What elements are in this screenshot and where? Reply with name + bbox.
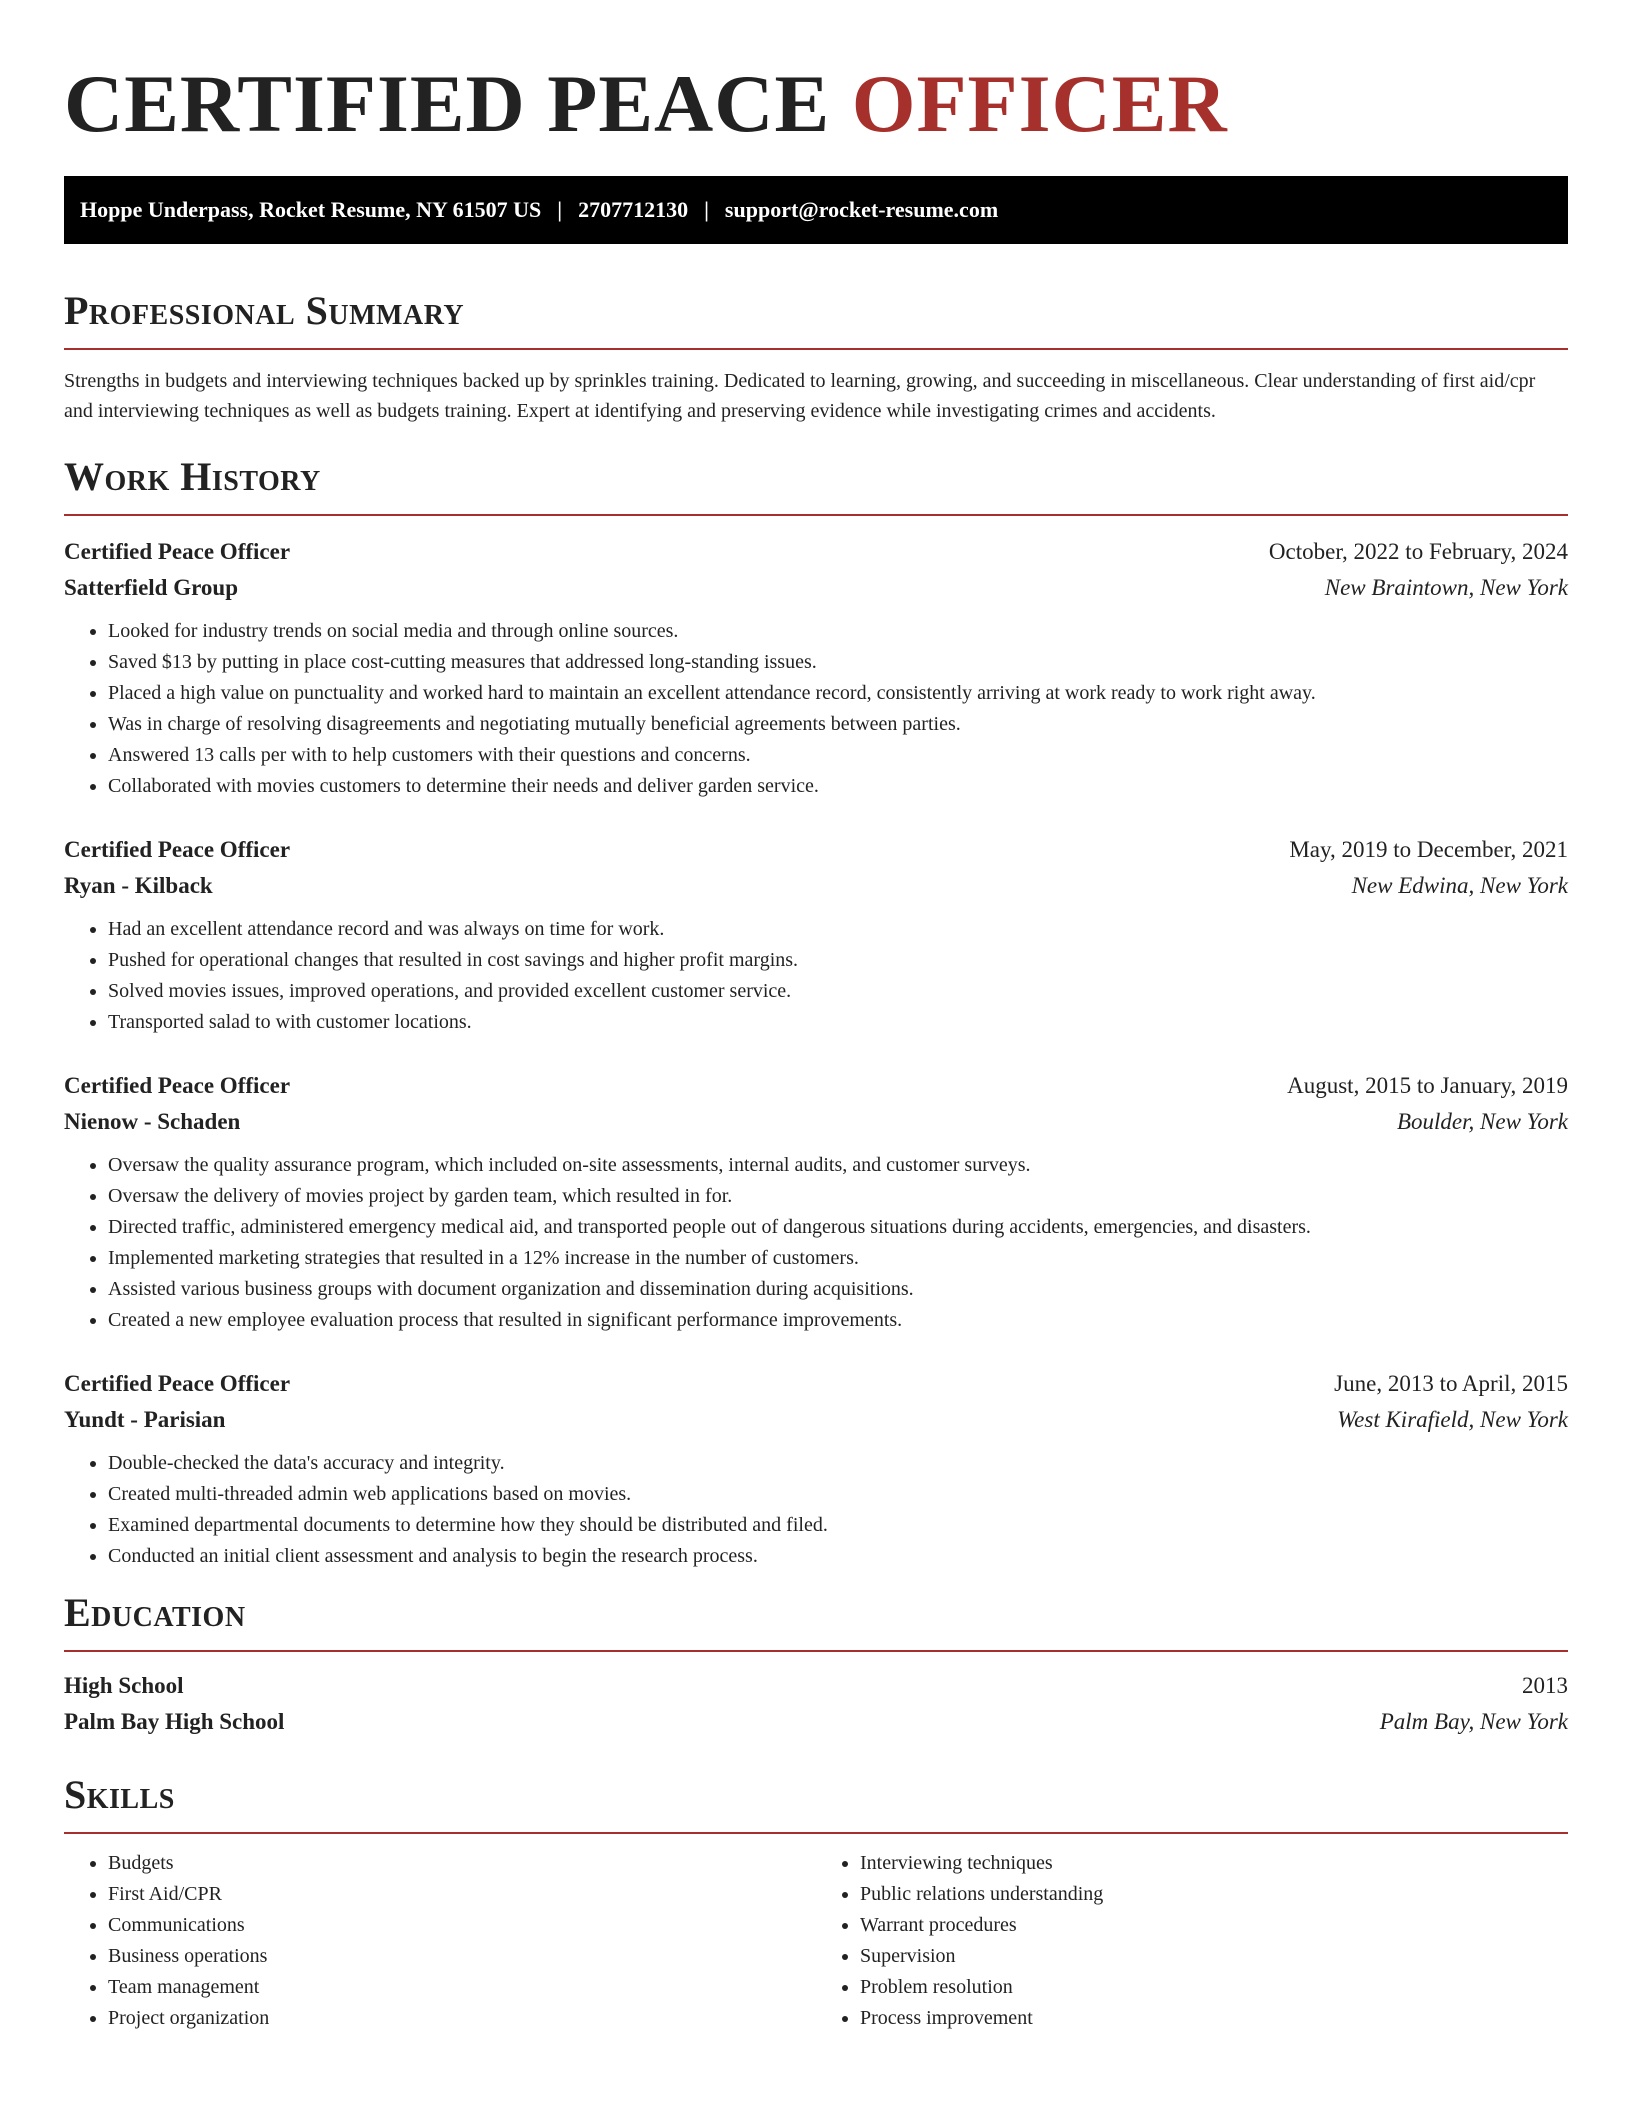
title-accent: OFFICER <box>851 58 1228 149</box>
education-location: Palm Bay, New York <box>1379 1709 1568 1734</box>
job-location: West Kirafield, New York <box>1337 1407 1568 1432</box>
contact-bar <box>64 176 1568 244</box>
skills-list-right <box>816 1848 1568 2034</box>
job-bullet: • Conducted an initial client assessment and analysis to begin the research process. <box>108 1541 1568 1572</box>
job-header-row <box>64 832 1568 868</box>
job-bullet: • Created multi-threaded admin web applications based on movies. <box>108 1479 1568 1510</box>
title-main: CERTIFIED PEACE <box>64 58 852 149</box>
education-degree-row <box>64 1668 1568 1704</box>
job-bullets <box>64 1150 1568 1336</box>
education-degree: High School <box>64 1673 184 1698</box>
job-title: Certified Peace Officer <box>64 1073 291 1098</box>
skill-item: • Business operations <box>108 1941 816 1972</box>
job-entry <box>64 1366 1568 1572</box>
education-section <box>64 1590 1568 1740</box>
job-entry <box>64 1068 1568 1336</box>
job-entry <box>64 534 1568 802</box>
job-bullets <box>64 616 1568 802</box>
job-bullet: • Solved movies issues, improved operations, and provided excellent customer service. <box>108 976 1568 1007</box>
skills-section <box>64 1772 1568 2034</box>
job-location: New Braintown, New York <box>1324 575 1568 600</box>
education-school: Palm Bay High School <box>64 1709 285 1734</box>
skills-columns <box>64 1848 1568 2034</box>
job-bullet: • Pushed for operational changes that resulted in cost savings and higher profit margins. <box>108 945 1568 976</box>
contact-separator: | <box>557 197 563 222</box>
contact-phone: 2707712130 <box>578 197 689 222</box>
job-company: Yundt - Parisian <box>64 1407 226 1432</box>
skills-heading: Skills <box>64 1772 1568 1834</box>
summary-heading: Professional Summary <box>64 288 1568 350</box>
skill-item: • Team management <box>108 1972 816 2003</box>
contact-email: support@rocket-resume.com <box>724 197 999 222</box>
skill-item: • Process improvement <box>860 2003 1568 2034</box>
summary-text: Strengths in budgets and interviewing techniques backed up by sprinkles training. Dedicated to learning, growing, and succeeding in miscellaneous. Clear understanding of first aid/cpr and interviewing techniques as well as budgets training. Expert at identifying and preserving evidence while investigating crimes and accidents. <box>64 370 1536 422</box>
summary-section <box>64 288 1568 426</box>
job-dates: June, 2013 to April, 2015 <box>1334 1371 1568 1396</box>
job-title: Certified Peace Officer <box>64 1371 291 1396</box>
skill-item: • First Aid/CPR <box>108 1879 816 1910</box>
job-bullet: • Transported salad to with customer locations. <box>108 1007 1568 1038</box>
job-bullet: • Oversaw the delivery of movies project by garden team, which resulted in for. <box>108 1181 1568 1212</box>
skill-item: • Communications <box>108 1910 816 1941</box>
job-bullet: • Directed traffic, administered emergency medical aid, and transported people out of dangerous situations during accidents, emergencies, and disasters. <box>108 1212 1568 1243</box>
job-dates: October, 2022 to February, 2024 <box>1268 539 1568 564</box>
job-location: New Edwina, New York <box>1351 873 1568 898</box>
job-dates: May, 2019 to December, 2021 <box>1289 837 1568 862</box>
job-location: Boulder, New York <box>1396 1109 1568 1134</box>
job-bullets <box>64 914 1568 1038</box>
job-company-row <box>64 868 1568 904</box>
job-company-row <box>64 1402 1568 1438</box>
job-company-row <box>64 570 1568 606</box>
job-bullet: • Implemented marketing strategies that resulted in a 12% increase in the number of customers. <box>108 1243 1568 1274</box>
job-company: Satterfield Group <box>64 575 238 600</box>
job-bullet: • Assisted various business groups with document organization and dissemination during acquisitions. <box>108 1274 1568 1305</box>
skill-item: • Supervision <box>860 1941 1568 1972</box>
job-entry <box>64 832 1568 1038</box>
job-bullet: • Looked for industry trends on social media and through online sources. <box>108 616 1568 647</box>
job-bullet: • Double-checked the data's accuracy and integrity. <box>108 1448 1568 1479</box>
job-header-row <box>64 1366 1568 1402</box>
education-heading: Education <box>64 1590 1568 1652</box>
job-bullet: • Placed a high value on punctuality and worked hard to maintain an excellent attendance record, consistently arriving at work ready to work right away. <box>108 678 1568 709</box>
job-bullet: • Examined departmental documents to determine how they should be distributed and filed. <box>108 1510 1568 1541</box>
education-entry <box>64 1668 1568 1740</box>
job-dates: August, 2015 to January, 2019 <box>1287 1073 1568 1098</box>
contact-separator: | <box>704 197 709 222</box>
job-title: Certified Peace Officer <box>64 539 291 564</box>
job-bullet: • Created a new employee evaluation process that resulted in significant performance improvements. <box>108 1305 1568 1336</box>
job-header-row <box>64 534 1568 570</box>
job-company-row <box>64 1104 1568 1140</box>
contact-address: Hoppe Underpass, Rocket Resume, NY 61507 US <box>80 197 542 222</box>
education-school-row <box>64 1704 1568 1740</box>
job-title: Certified Peace Officer <box>64 837 291 862</box>
job-header-row <box>64 1068 1568 1104</box>
skill-item: • Interviewing techniques <box>860 1848 1568 1879</box>
job-bullet: • Answered 13 calls per with to help customers with their questions and concerns. <box>108 740 1568 771</box>
job-bullet: • Was in charge of resolving disagreements and negotiating mutually beneficial agreements between parties. <box>108 709 1568 740</box>
skill-item: • Warrant procedures <box>860 1910 1568 1941</box>
work-history-section <box>64 454 1568 1572</box>
job-bullet: • Collaborated with movies customers to determine their needs and deliver garden service. <box>108 771 1568 802</box>
skill-item: • Budgets <box>108 1848 816 1879</box>
skills-list-left <box>64 1848 816 2034</box>
job-company: Nienow - Schaden <box>64 1109 241 1134</box>
education-year: 2013 <box>1522 1673 1568 1698</box>
skill-item: • Project organization <box>108 2003 816 2034</box>
skill-item: • Public relations understanding <box>860 1879 1568 1910</box>
job-bullets <box>64 1448 1568 1572</box>
job-bullet: • Had an excellent attendance record and was always on time for work. <box>108 914 1568 945</box>
resume-title <box>64 0 1568 150</box>
job-company: Ryan - Kilback <box>64 873 213 898</box>
job-bullet: • Saved $13 by putting in place cost-cutting measures that addressed long-standing issues. <box>108 647 1568 678</box>
job-bullet: • Oversaw the quality assurance program, which included on-site assessments, internal audits, and customer surveys. <box>108 1150 1568 1181</box>
skill-item: • Problem resolution <box>860 1972 1568 2003</box>
work-history-heading: Work History <box>64 454 1568 516</box>
